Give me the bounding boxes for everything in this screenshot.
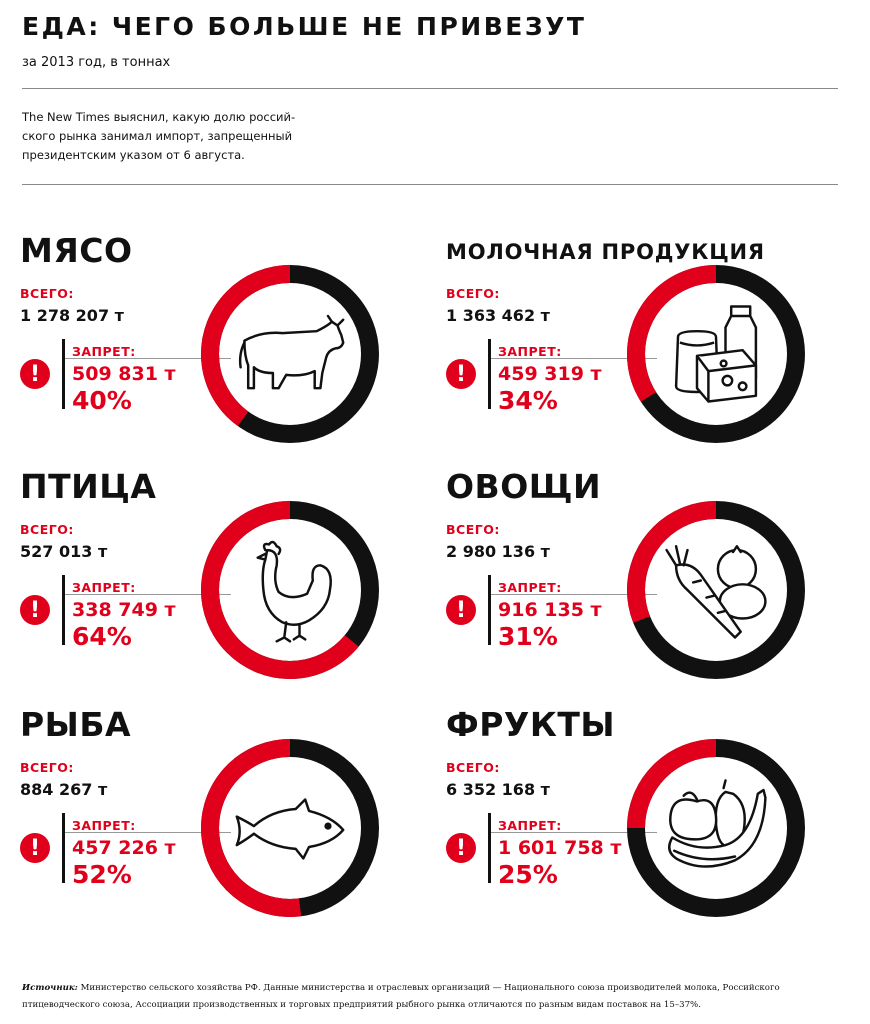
- ban-label: ЗАПРЕТ:: [72, 580, 136, 595]
- alert-icon: !: [20, 595, 50, 625]
- source-note: [22, 980, 852, 1014]
- cow-icon: [233, 297, 347, 411]
- total-label: ВСЕГО:: [446, 760, 500, 775]
- ban-percent: 34%: [498, 386, 558, 415]
- ban-bar: [62, 575, 65, 645]
- panel-fish: [20, 705, 420, 948]
- intro-line: президентским указом от 6 августа.: [22, 148, 245, 162]
- source-text: Министерство сельского хозяйства РФ. Данные министерства и отраслевых организаций — Национального союза производителей молока, Российского птицеводческого союза, Ассоциации производственных и торговых предприятий рыбного рынка отличаются по разным видам поставок на 15–37%.: [22, 983, 780, 1010]
- ban-label: ЗАПРЕТ:: [72, 818, 136, 833]
- category-title: РЫБА: [20, 705, 132, 744]
- total-label: ВСЕГО:: [20, 522, 74, 537]
- total-value: 6 352 168 т: [446, 780, 550, 799]
- alert-icon: !: [446, 833, 476, 863]
- ban-label: ЗАПРЕТ:: [72, 344, 136, 359]
- ban-value: 459 319 т: [498, 363, 602, 385]
- alert-icon: !: [446, 359, 476, 389]
- total-value: 884 267 т: [20, 780, 108, 799]
- total-label: ВСЕГО:: [446, 522, 500, 537]
- panel-dairy: [446, 234, 846, 474]
- ban-bar: [62, 339, 65, 409]
- ban-label: ЗАПРЕТ:: [498, 580, 562, 595]
- fruits-icon: [659, 771, 773, 885]
- panel-vegetables: [446, 467, 846, 710]
- vegetables-icon: [659, 533, 773, 647]
- intro-line: ского рынка занимал импорт, запрещенный: [22, 129, 293, 143]
- category-title: МОЛОЧНАЯ ПРОДУКЦИЯ: [446, 240, 765, 264]
- ban-label: ЗАПРЕТ:: [498, 818, 562, 833]
- ban-percent: 64%: [72, 622, 132, 651]
- ban-bar: [62, 813, 65, 883]
- total-value: 1 363 462 т: [446, 306, 550, 325]
- ban-bar: [488, 575, 491, 645]
- panel-fruits: [446, 705, 846, 948]
- ban-value: 1 601 758 т: [498, 837, 622, 859]
- intro-line: The New Times выяснил, какую долю россий-: [22, 110, 296, 124]
- total-label: ВСЕГО:: [20, 760, 74, 775]
- category-title: ОВОЩИ: [446, 467, 602, 506]
- category-title: ПТИЦА: [20, 467, 157, 506]
- total-value: 527 013 т: [20, 542, 108, 561]
- ban-bar: [488, 339, 491, 409]
- category-title: МЯСО: [20, 231, 133, 270]
- panel-poultry: [20, 467, 420, 710]
- chicken-icon: [233, 533, 347, 647]
- alert-icon: !: [20, 359, 50, 389]
- ban-percent: 40%: [72, 386, 132, 415]
- page-subtitle: за 2013 год, в тоннах: [22, 55, 171, 70]
- ban-percent: 25%: [498, 860, 558, 889]
- panel-meat: [20, 231, 420, 474]
- ban-percent: 31%: [498, 622, 558, 651]
- category-title: ФРУКТЫ: [446, 705, 616, 744]
- dairy-icon: [659, 297, 773, 411]
- page-title: ЕДА: ЧЕГО БОЛЬШЕ НЕ ПРИВЕЗУТ: [22, 12, 587, 41]
- ban-value: 338 749 т: [72, 599, 176, 621]
- source-label: Источник:: [22, 983, 78, 993]
- ban-label: ЗАПРЕТ:: [498, 344, 562, 359]
- total-value: 2 980 136 т: [446, 542, 550, 561]
- ban-value: 916 135 т: [498, 599, 602, 621]
- divider: [22, 184, 838, 185]
- ban-percent: 52%: [72, 860, 132, 889]
- total-value: 1 278 207 т: [20, 306, 124, 325]
- alert-icon: !: [446, 595, 476, 625]
- ban-value: 457 226 т: [72, 837, 176, 859]
- intro-text: [22, 108, 317, 165]
- alert-icon: !: [20, 833, 50, 863]
- ban-bar: [488, 813, 491, 883]
- fish-icon: [233, 771, 347, 885]
- ban-value: 509 831 т: [72, 363, 176, 385]
- total-label: ВСЕГО:: [446, 286, 500, 301]
- total-label: ВСЕГО:: [20, 286, 74, 301]
- divider: [22, 88, 838, 89]
